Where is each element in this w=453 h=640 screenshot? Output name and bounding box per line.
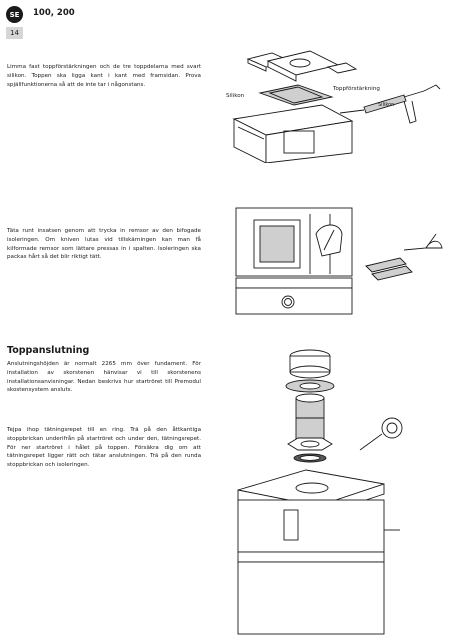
language-badge: SE	[6, 6, 23, 23]
paragraph-tegla: Tejpa ihop tätningsrepet till en ring. Trä på den åttkantiga stoppbrickan underifrån på startröret och under den, tätningsrepet. För ner startröret i hålet på toppen. Försäkra dig om att tätningsrepet ligger rätt och tätar anslutningen. Trä på den runda stoppbrickan och isoleringen.	[7, 427, 201, 469]
cartridge-label: Silikon	[378, 102, 395, 108]
section-heading-toppanslutning: Toppanslutning	[7, 345, 90, 356]
label-silikon: Silikon	[226, 93, 245, 99]
figure-sealing-insert	[230, 204, 450, 316]
page-number: 14	[6, 27, 23, 39]
figure-chimney-connection	[232, 340, 448, 638]
paragraph-tata: Täta runt insatsen genom att trycka in remsor av den bifogade isoleringen. Om kniven lutas vid tillskärningen kan man få kilformade remsor som lättare pressas in i spalten. Isoleringen ska packas hårt så det blir riktigt tätt.	[7, 228, 201, 261]
label-toppforstarkning: Toppförstärkning	[333, 86, 380, 92]
figure-top-assembly	[228, 35, 450, 163]
paragraph-anslutning: Anslutningshöjden är normalt 2265 mm över fundament. För installation av skorstenen hänvisar vi till skorstenens installationsanvisningar. Nedan beskrivs hur startröret till Premodul skostensystem ansluts.	[7, 361, 201, 394]
paragraph-topp: Limma fast toppförstärkningen och de tre toppdelarna med svart silikon. Toppen ska ligga kant i kant med framsidan. Prova spjällfunktionerna så att de inte tar i någonstans.	[7, 64, 201, 88]
model-numbers: 100, 200	[33, 8, 75, 18]
